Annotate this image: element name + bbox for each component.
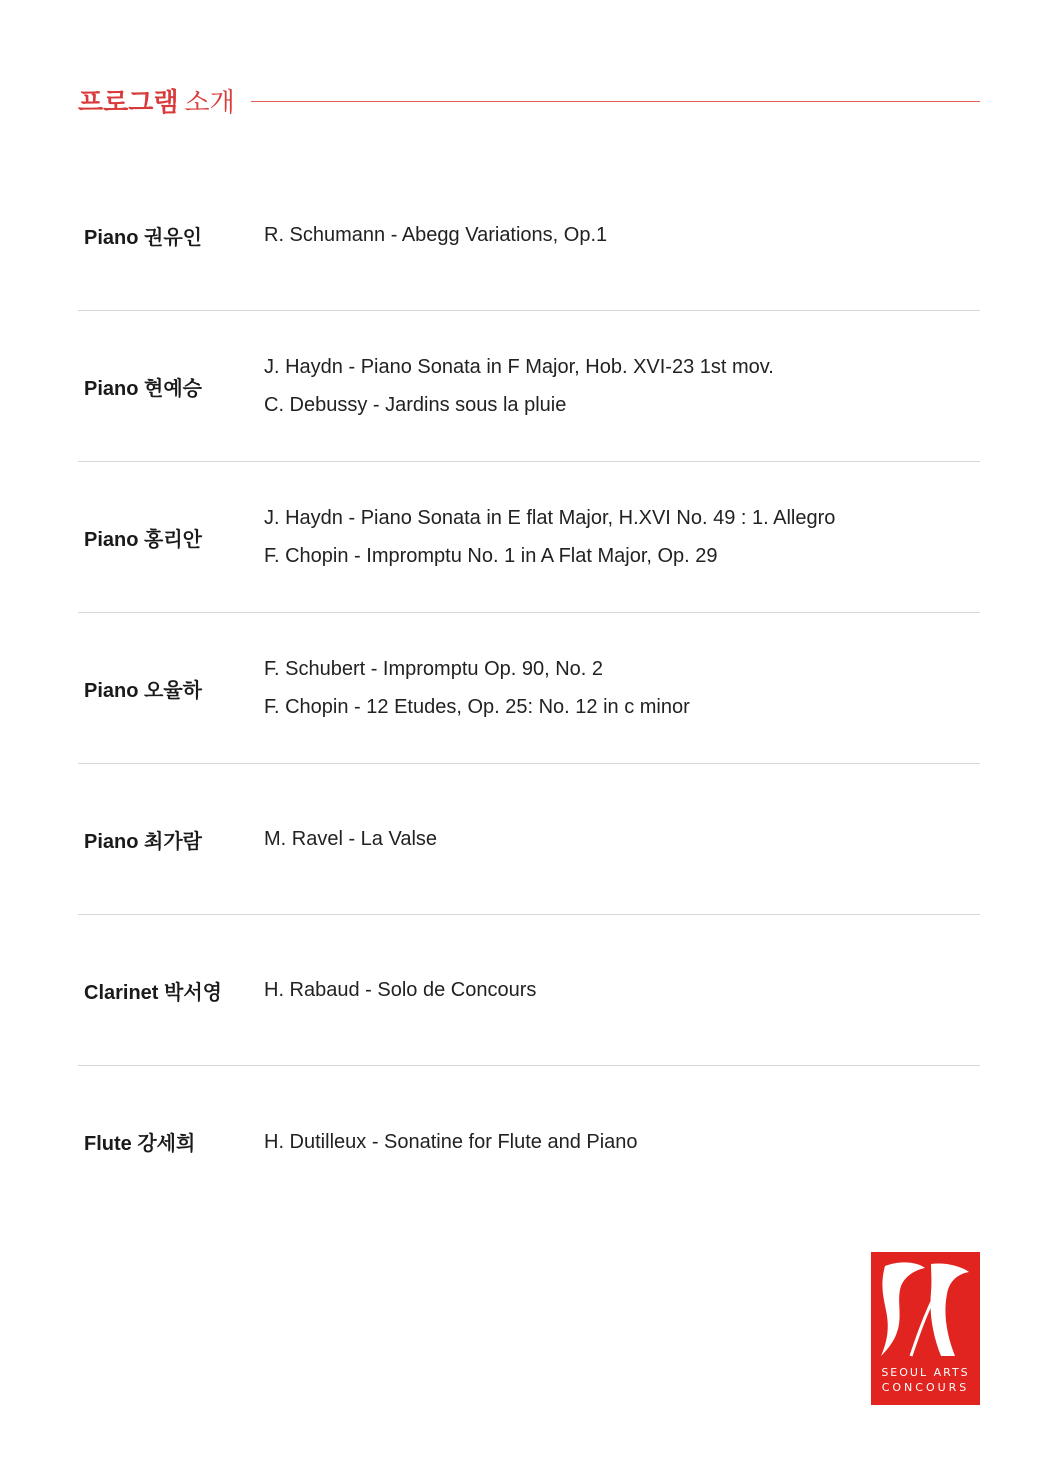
piece-list — [264, 216, 980, 254]
piece-title: H. Dutilleux - Sonatine for Flute and Piano — [264, 1130, 638, 1153]
piece-list — [264, 971, 980, 1009]
section-title-light: 소개 — [184, 86, 235, 117]
piece-list — [264, 348, 980, 424]
piece-title: J. Haydn - Piano Sonata in F Major, Hob. XVI-23 1st mov. — [264, 356, 774, 378]
piece-title: F. Schubert - Impromptu Op. 90, No. 2 — [264, 658, 604, 680]
performer-name: Piano 최가람 — [84, 830, 202, 853]
program-row — [78, 462, 980, 613]
piece-title: M. Ravel - La Valse — [264, 828, 438, 850]
program-row — [78, 613, 980, 764]
performer-name: Piano 권유인 — [84, 226, 202, 249]
program-row — [78, 160, 980, 311]
logo-text-line2: CONCOURS — [881, 1381, 970, 1394]
performer-name: Flute 강세희 — [84, 1133, 196, 1155]
seoul-arts-concours-logo — [871, 1252, 980, 1405]
program-row — [78, 311, 980, 462]
piece-title: J. Haydn - Piano Sonata in E flat Major, H.XVI No. 49 : 1. Allegro — [264, 507, 836, 529]
program-row — [78, 1066, 980, 1217]
piece-title: F. Chopin - 12 Etudes, Op. 25: No. 12 in c minor — [264, 696, 690, 718]
program-row — [78, 915, 980, 1066]
header-rule — [251, 101, 980, 102]
piece-title: R. Schumann - Abegg Variations, Op.1 — [264, 224, 608, 246]
section-header — [78, 80, 980, 120]
performer-name: Piano 오율하 — [84, 679, 202, 702]
piece-list — [264, 820, 980, 858]
performer-name: Clarinet 박서영 — [84, 981, 222, 1004]
piece-list — [264, 650, 980, 726]
performer-name: Piano 현예승 — [84, 377, 202, 400]
program-list — [78, 160, 980, 1217]
section-title-strong: 프로그램 — [78, 86, 179, 117]
logo-text-line1: SEOUL ARTS — [881, 1366, 970, 1379]
performer-name: Piano 홍리안 — [84, 528, 202, 551]
piece-title: H. Rabaud - Solo de Concours — [264, 979, 537, 1001]
piece-list — [264, 1123, 980, 1161]
program-row — [78, 764, 980, 915]
piece-title: C. Debussy - Jardins sous la pluie — [264, 394, 567, 416]
section-title — [78, 82, 235, 119]
piece-title: F. Chopin - Impromptu No. 1 in A Flat Major, Op. 29 — [264, 545, 718, 567]
piece-list — [264, 499, 980, 575]
